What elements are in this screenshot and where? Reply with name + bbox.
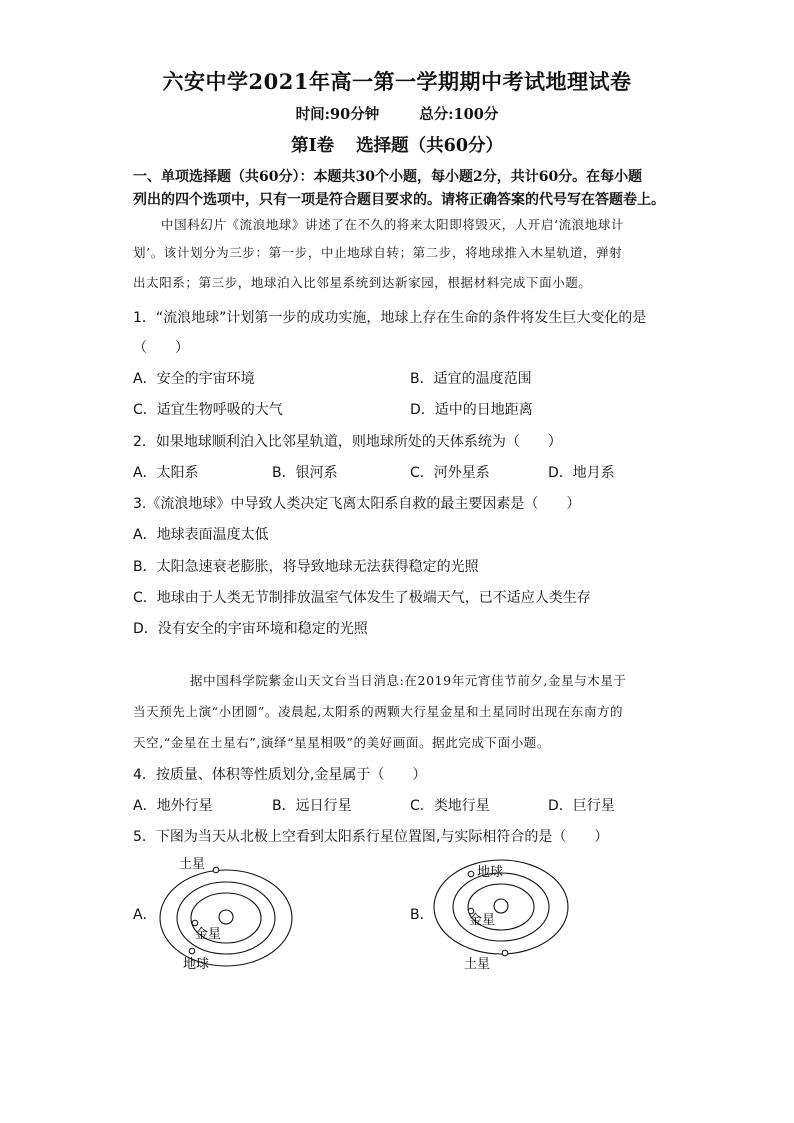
question-1-option-b: B．适宜的温度范围 [410, 371, 532, 387]
passage-1-line-2: 划’。该计划分为三步：第一步，中止地球自转；第二步，将地球推入木星轨道，弹射 [133, 245, 623, 260]
question-4-option-d: D．巨行星 [548, 798, 615, 814]
question-1-option-a: A．安全的宇宙环境 [133, 371, 255, 387]
sun-icon [494, 899, 508, 913]
earth-label: 地球 [477, 865, 504, 880]
saturn-planet [213, 867, 219, 873]
saturn-label: 土星 [464, 957, 491, 972]
question-2-option-b: B．银河系 [272, 465, 338, 481]
earth-label: 地球 [183, 957, 210, 972]
passage-2-line-3: 天空,“金星在土星右”,演绎“星星相吸”的美好画面。据此完成下面小题。 [133, 735, 551, 750]
question-4-option-a: A．地外行星 [133, 798, 213, 814]
section-instructions-line-1: 一、单项选择题（共60分）：本题共30个小题，每小题2分，共计60分。在每小题 [133, 169, 643, 185]
question-4-stem: 4．按质量、体积等性质划分,金星属于（ ） [133, 767, 427, 783]
saturn-label: 土星 [179, 857, 206, 872]
earth-planet [468, 871, 474, 877]
question-2-option-a: A．太阳系 [133, 465, 199, 481]
sun-icon [219, 910, 233, 924]
earth-planet [189, 948, 195, 954]
orbit-diagram-a [150, 850, 310, 975]
venus-planet [192, 920, 198, 926]
saturn-planet [502, 950, 508, 956]
question-1-option-c: C．适宜生物呼吸的大气 [133, 402, 283, 418]
orbit-diagram-b [425, 850, 585, 975]
volume-heading [0, 132, 794, 157]
question-5-option-a-label: A． [133, 907, 157, 923]
passage-1-line-1: 中国科幻片《流浪地球》讲述了在不久的将来太阳即将毁灭，人开启‘流浪地球计 [161, 217, 625, 232]
question-2-option-c: C．河外星系 [410, 465, 490, 481]
question-3-option-d: D．没有安全的宇宙环境和稳定的光照 [133, 621, 368, 637]
question-1-stem: 1．“流浪地球”计划第一步的成功实施，地球上存在生命的条件将发生巨大变化的是 [133, 310, 647, 326]
exam-subtitle [0, 103, 794, 124]
passage-2-line-1: 据中国科学院紫金山天文台当日消息:在2019年元宵佳节前夕,金星与木星于 [190, 673, 627, 688]
exam-title: 六安中学2021年高一第一学期期中考试地理试卷 [162, 69, 632, 94]
question-2-option-d: D．地月系 [548, 465, 615, 481]
question-3-option-a: A．地球表面温度太低 [133, 527, 269, 543]
question-5-option-b-label: B． [410, 907, 434, 923]
passage-1-line-3: 出太阳系；第三步，地球泊入比邻星系统到达新家园，根据材料完成下面小题。 [133, 275, 592, 290]
question-1-option-d: D．适中的日地距离 [410, 402, 533, 418]
question-3-option-c: C．地球由于人类无节制排放温室气体发生了极端天气，已不适应人类生存 [133, 590, 591, 606]
volume-label: 第Ⅰ卷 [290, 136, 335, 156]
volume-name: 选择题（共60分） [356, 136, 504, 156]
section-instructions-line-2: 列出的四个选项中，只有一项是符合题目要求的。请将正确答案的代号写在答题卷上。 [133, 192, 665, 208]
question-2-stem: 2．如果地球顺利泊入比邻星轨道，则地球所处的天体系统为（ ） [133, 434, 562, 450]
exam-time: 时间:90分钟 [295, 106, 380, 123]
venus-label: 金星 [195, 927, 222, 942]
question-3-stem: 3.《流浪地球》中导致人类决定飞离太阳系自救的最主要因素是（ ） [133, 496, 581, 512]
question-5-stem: 5．下图为当天从北极上空看到太阳系行星位置图,与实际相符合的是（ ） [133, 829, 609, 845]
passage-2-line-2: 当天预先上演“小团圆”。凌晨起,太阳系的两颗大行星金星和土星同时出现在东南方的 [133, 704, 624, 719]
question-1-answer-blank: （ ） [133, 340, 189, 356]
venus-label: 金星 [469, 913, 496, 928]
question-3-option-b: B．太阳急速衰老膨胀，将导致地球无法获得稳定的光照 [133, 559, 479, 575]
exam-total-score: 总分:100分 [419, 106, 499, 123]
question-4-option-c: C．类地行星 [410, 798, 490, 814]
question-4-option-b: B．远日行星 [272, 798, 352, 814]
